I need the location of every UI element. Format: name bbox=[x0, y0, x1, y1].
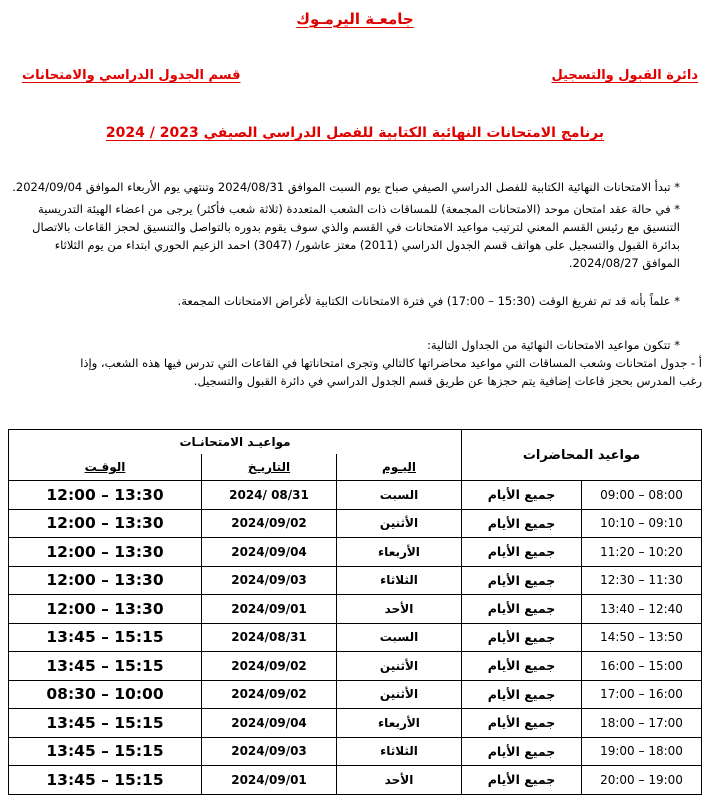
exam-date-cell: 2024/09/03 bbox=[202, 737, 337, 766]
note-unified-exams bbox=[25, 200, 680, 272]
lecture-time-cell: 08:00 – 09:00 bbox=[582, 481, 702, 510]
table-row bbox=[9, 652, 702, 681]
day-header bbox=[337, 454, 462, 481]
lecture-days-cell: جميع الأيام bbox=[462, 538, 582, 567]
schedule-section-label: قسم الجدول الدراسي والامتحانات bbox=[22, 68, 241, 83]
lecture-days-cell: جميع الأيام bbox=[462, 566, 582, 595]
note-line: * تتكون مواعيد الامتحانات النهائية من الجداول التالية: bbox=[427, 338, 680, 352]
exam-date-cell: 2024/09/02 bbox=[202, 652, 337, 681]
table-row bbox=[9, 766, 702, 795]
lecture-days-cell: جميع الأيام bbox=[462, 595, 582, 624]
lecture-time-cell: 17:00 – 18:00 bbox=[582, 709, 702, 738]
lecture-days-cell: جميع الأيام bbox=[462, 737, 582, 766]
exam-time-cell: 13:45 – 15:15 bbox=[9, 623, 202, 652]
note-line: * علماً بأنه قد تم تفريغ الوقت (15:30 – 17:00) في فترة الامتحانات الكتابية لأغراض الامتحانات المجمعة. bbox=[177, 294, 680, 308]
program-title: برنامج الامتحانات النهائية الكتابية للفصل الدراسي الصيفي 2023 / 2024 bbox=[105, 125, 605, 141]
lecture-time-cell: 09:10 – 10:10 bbox=[582, 509, 702, 538]
exam-time-cell: 13:45 – 15:15 bbox=[9, 652, 202, 681]
lecture-time-cell: 11:30 – 12:30 bbox=[582, 566, 702, 595]
note-line: * في حالة عقد امتحان موحد (الامتحانات المجمعة) للمساقات ذات الشعب المتعددة (ثلاثة شعب فأكثر) يرجى من اعضاء الهيئة التدريسية bbox=[38, 202, 680, 216]
table-row bbox=[9, 538, 702, 567]
exam-day-cell: الأثنين bbox=[337, 652, 462, 681]
exam-date-cell: 2024/ 08/31 bbox=[202, 481, 337, 510]
day-header-label: اليـوم bbox=[382, 460, 416, 474]
note-line: التنسيق مع رئيس القسم المعني لترتيب مواعيد الامتحانات في القسم والذي سوف يقوم بدوره بالتواصل والتنسيق لحجز القاعات بالاتصال bbox=[32, 220, 680, 234]
lectures-header: مواعيد المحاضرات bbox=[462, 430, 702, 481]
exam-date-cell: 2024/09/03 bbox=[202, 566, 337, 595]
exam-date-cell: 2024/08/31 bbox=[202, 623, 337, 652]
date-header bbox=[202, 454, 337, 481]
time-header-label: الوقـت bbox=[84, 460, 126, 474]
exam-date-cell: 2024/09/02 bbox=[202, 680, 337, 709]
note-reserved-time bbox=[25, 292, 680, 310]
exam-day-cell: الثلاثاء bbox=[337, 566, 462, 595]
lecture-time-cell: 12:40 – 13:40 bbox=[582, 595, 702, 624]
lecture-days-cell: جميع الأيام bbox=[462, 766, 582, 795]
exam-day-cell: الأربعاء bbox=[337, 709, 462, 738]
exam-date-cell: 2024/09/04 bbox=[202, 709, 337, 738]
exam-day-cell: الأثنين bbox=[337, 680, 462, 709]
note-line: رغب المدرس بحجز قاعات إضافية يتم حجزها عن طريق قسم الجدول الدراسي في دائرة القبول والتسجيل. bbox=[193, 374, 702, 388]
table-row bbox=[9, 709, 702, 738]
lecture-days-cell: جميع الأيام bbox=[462, 623, 582, 652]
table-row bbox=[9, 566, 702, 595]
exam-day-cell: الأثنين bbox=[337, 509, 462, 538]
note-line: الموافق 2024/08/27. bbox=[568, 256, 680, 270]
lecture-days-cell: جميع الأيام bbox=[462, 481, 582, 510]
exam-day-cell: السبت bbox=[337, 623, 462, 652]
exams-header: مواعيـد الامتحانـات bbox=[9, 430, 462, 455]
lecture-time-cell: 15:00 – 16:00 bbox=[582, 652, 702, 681]
note-exam-period bbox=[12, 178, 680, 196]
table-row bbox=[9, 509, 702, 538]
lecture-time-cell: 18:00 – 19:00 bbox=[582, 737, 702, 766]
exam-date-cell: 2024/09/01 bbox=[202, 766, 337, 795]
table-row bbox=[9, 481, 702, 510]
exam-time-cell: 13:45 – 15:15 bbox=[9, 766, 202, 795]
lecture-time-cell: 13:50 – 14:50 bbox=[582, 623, 702, 652]
exam-date-cell: 2024/09/02 bbox=[202, 509, 337, 538]
table-row bbox=[9, 595, 702, 624]
exam-time-cell: 12:00 – 13:30 bbox=[9, 481, 202, 510]
exam-date-cell: 2024/09/04 bbox=[202, 538, 337, 567]
lecture-days-cell: جميع الأيام bbox=[462, 680, 582, 709]
exam-schedule-table bbox=[8, 429, 702, 795]
table-row bbox=[9, 737, 702, 766]
exam-time-cell: 13:45 – 15:15 bbox=[9, 709, 202, 738]
university-title: جامعـة اليرمـوك bbox=[296, 10, 414, 28]
lecture-days-cell: جميع الأيام bbox=[462, 709, 582, 738]
time-header bbox=[9, 454, 202, 481]
admissions-department-label: دائرة القبول والتسجيل bbox=[551, 68, 698, 83]
note-line: أ - جدول امتحانات وشعب المساقات التي مواعيد محاضراتها كالتالي وتجرى امتحاناتها في القاعات التي تدرس فيها هذه الشعب، وإذا bbox=[80, 356, 702, 370]
lecture-time-cell: 10:20 – 11:20 bbox=[582, 538, 702, 567]
exam-day-cell: الثلاثاء bbox=[337, 737, 462, 766]
date-header-label: التاريـخ bbox=[247, 460, 291, 474]
exam-time-cell: 12:00 – 13:30 bbox=[9, 509, 202, 538]
exam-day-cell: السبت bbox=[337, 481, 462, 510]
exam-time-cell: 12:00 – 13:30 bbox=[9, 538, 202, 567]
exam-time-cell: 12:00 – 13:30 bbox=[9, 566, 202, 595]
exam-day-cell: الأحد bbox=[337, 595, 462, 624]
note-line: بدائرة القبول والتسجيل على هواتف قسم الجدول الدراسي (2011) معتز عاشور/ (3047) احمد الزعيم الحوري ابتداء من يوم الثلاثاء bbox=[54, 238, 680, 252]
note-line: * تبدأ الامتحانات النهائية الكتابية للفصل الدراسي الصيفي صباح يوم السبت الموافق 2024/08/31 وتنتهي يوم الأربعاء الموافق 2024/09/04. bbox=[12, 180, 680, 194]
exam-time-cell: 08:30 – 10:00 bbox=[9, 680, 202, 709]
exam-time-cell: 12:00 – 13:30 bbox=[9, 595, 202, 624]
lecture-days-cell: جميع الأيام bbox=[462, 652, 582, 681]
exam-day-cell: الأربعاء bbox=[337, 538, 462, 567]
lecture-time-cell: 16:00 – 17:00 bbox=[582, 680, 702, 709]
lecture-time-cell: 19:00 – 20:00 bbox=[582, 766, 702, 795]
table-row bbox=[9, 680, 702, 709]
table-row bbox=[9, 623, 702, 652]
exam-day-cell: الأحد bbox=[337, 766, 462, 795]
note-schedule-composition bbox=[25, 336, 702, 390]
lecture-days-cell: جميع الأيام bbox=[462, 509, 582, 538]
exam-date-cell: 2024/09/01 bbox=[202, 595, 337, 624]
exam-time-cell: 13:45 – 15:15 bbox=[9, 737, 202, 766]
